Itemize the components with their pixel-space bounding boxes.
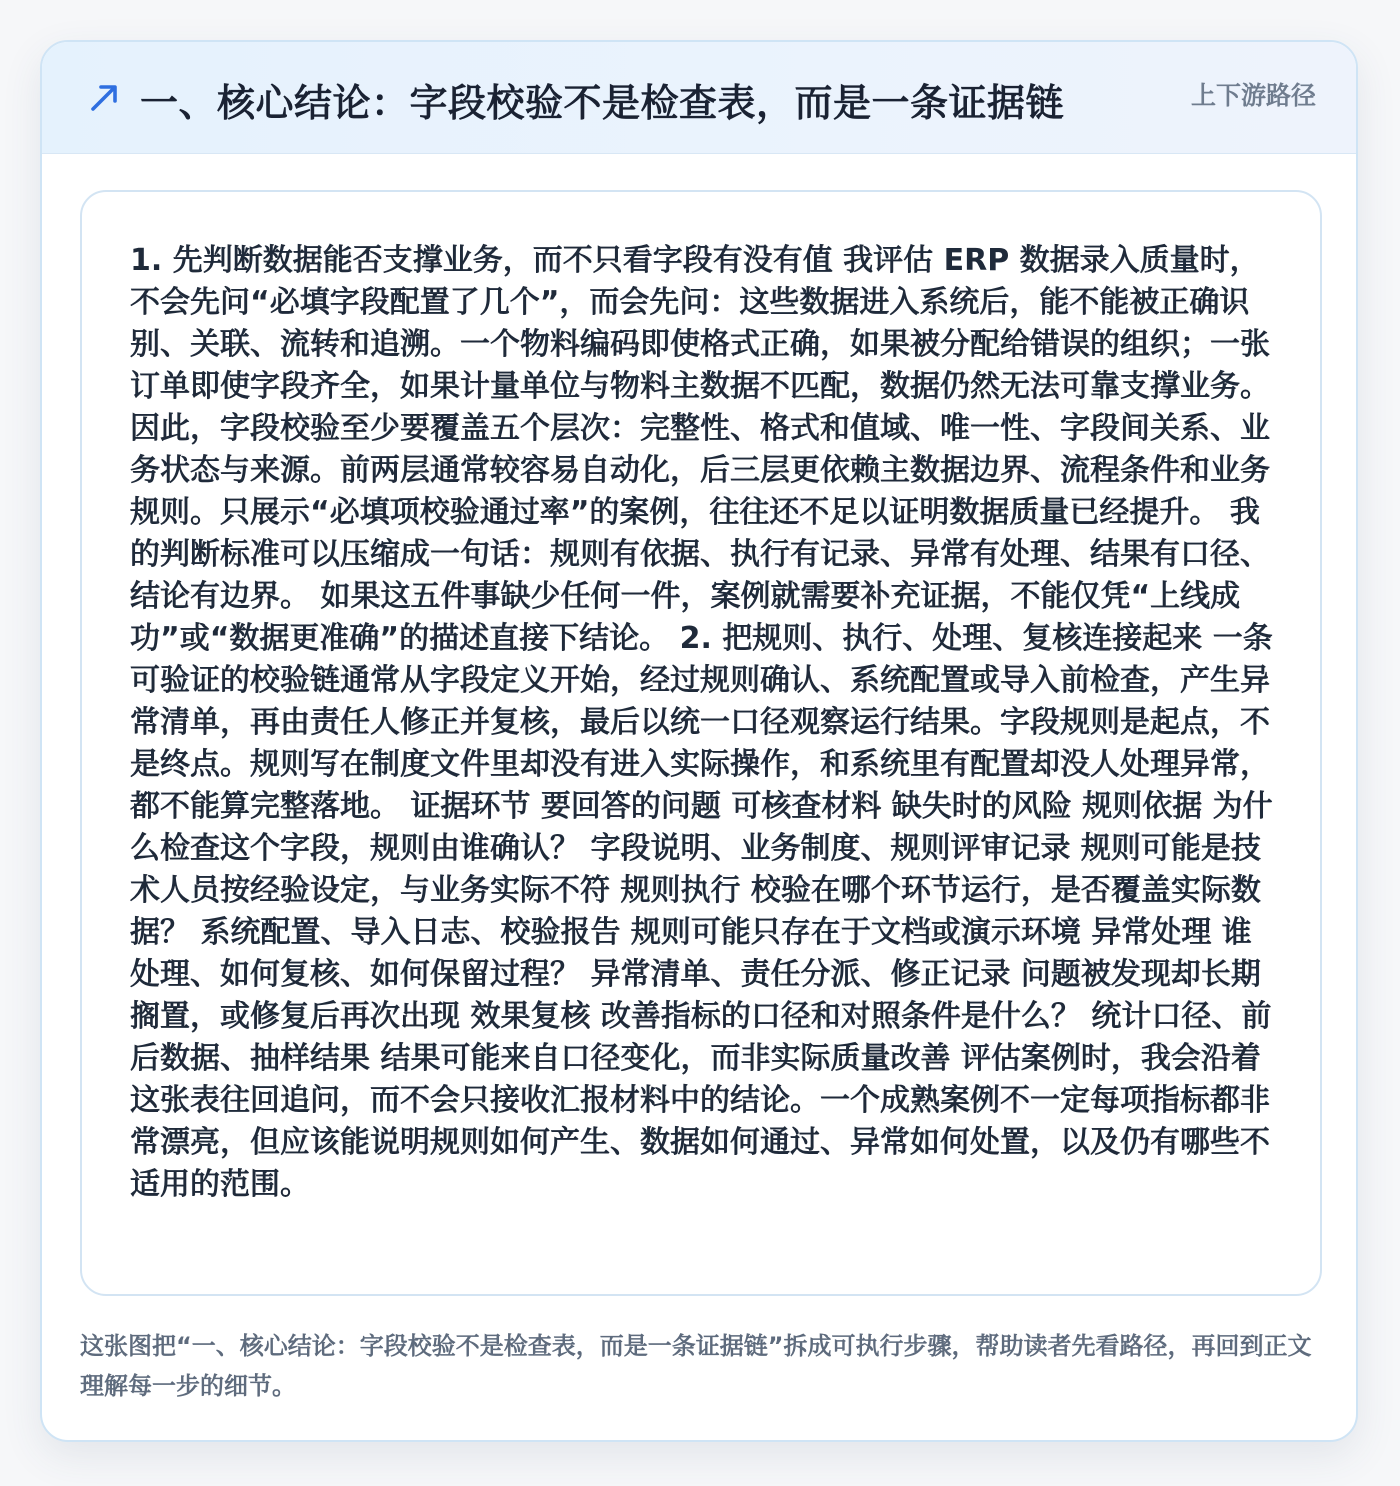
body-text: 1. 先判断数据能否支撑业务，而不只看字段有没有值 我评估 ERP 数据录入质量时，不会先问“必填字段配置了几个”，而会先问：这些数据进入系统后，能不能被正确识别、关联、流转和追溯。一个物料编码即使格式正确，如果被分配给错误的组织；一张订单即使字段齐全，如果计量单位与物料主数据不匹配，数据仍然无法可靠支撑业务。 因此，字段校验至少要覆盖五个层次：完整性、格式和值域、唯一性、字段间关系、业务状态与来源。前两层通常较容易自动化，后三层更依赖主数据边界、流程条件和业务规则。只展示“必填项校验通过率”的案例，往往还不足以证明数据质量已经提升。 我的判断标准可以压缩成一句话：规则有依据、执行有记录、异常有处理、结果有口径、结论有边界。 如果这五件事缺少任何一件，案例就需要补充证据，不能仅凭“上线成功”或“数据更准确”的描述直接下结论。 2. 把规则、执行、处理、复核连接起来 一条可验证的校验链通常从字段定义开始，经过规则确认、系统配置或导入前检查，产生异常清单，再由责任人修正并复核，最后以统一口径观察运行结果。字段规则是起点，不是终点。规则写在制度文件里却没有进入实际操作，和系统里有配置却没人处理异常，都不能算完整落地。 证据环节 要回答的问题 可核查材料 缺失时的风险 规则依据 为什么检查这个字段，规则由谁确认？ 字段说明、业务制度、规则评审记录 规则可能是技术人员按经验设定，与业务实际不符 规则执行 校验在哪个环节运行，是否覆盖实际数据？ 系统配置、导入日志、校验报告 规则可能只存在于文档或演示环境 异常处理 谁处理、如何复核、如何保留过程？ 异常清单、责任分派、修正记录 问题被发现却长期搁置，或修复后再次出现 效果复核 改善指标的口径和对照条件是什么？ 统计口径、前后数据、抽样结果 结果可能来自口径变化，而非实际质量改善 评估案例时，我会沿着这张表往回追问，而不会只接收汇报材料中的结论。一个成熟案例不一定每项指标都非常漂亮，但应该能说明规则如何产生、数据如何通过、异常如何处置，以及仍有哪些不适用的范围。: [130, 243, 1273, 1202]
section-card: [40, 40, 1358, 1442]
section-tag: 上下游路径: [1190, 81, 1316, 110]
trend-arrow-icon: [88, 80, 122, 114]
card-header: [42, 42, 1356, 154]
section-title: 一、核心结论：字段校验不是检查表，而是一条证据链: [140, 81, 1065, 125]
content-panel: [80, 190, 1322, 1296]
figure-caption: 这张图把“一、核心结论：字段校验不是检查表，而是一条证据链”拆成可执行步骤，帮助读者先看路径，再回到正文理解每一步的细节。: [80, 1332, 1312, 1400]
